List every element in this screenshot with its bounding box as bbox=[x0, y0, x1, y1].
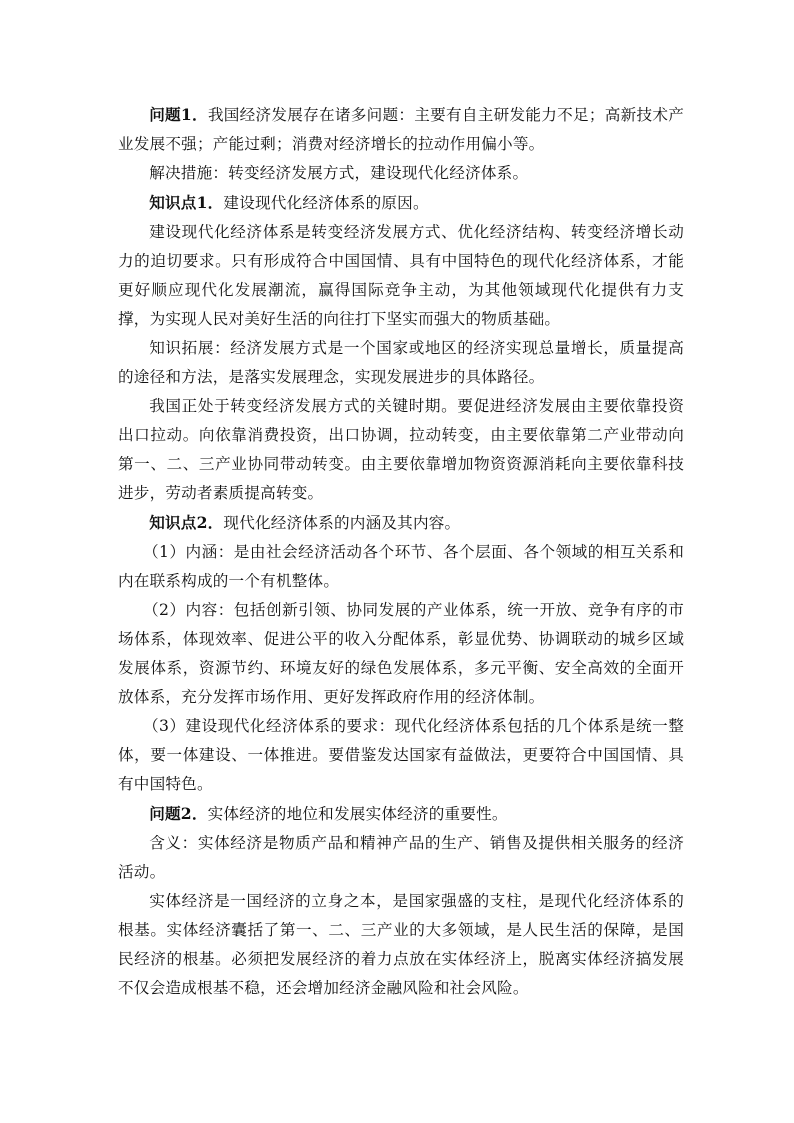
paragraph-text: 实体经济的地位和发展实体经济的重要性。 bbox=[207, 805, 508, 823]
real-economy-paragraph bbox=[118, 887, 684, 1003]
paragraph-text: 含义：实体经济是物质产品和精神产品的生产、销售及提供相关服务的经济活动。 bbox=[118, 834, 684, 881]
requirements-paragraph bbox=[118, 712, 684, 799]
knowledge-point-2-paragraph bbox=[118, 508, 684, 538]
paragraph-text: （3）建设现代化经济体系的要求：现代化经济体系包括的几个体系是统一整体，要一体建设、一体推进。要借鉴发达国家有益做法，更要符合中国国情、具有中国特色。 bbox=[118, 717, 684, 793]
solution-paragraph bbox=[118, 159, 684, 188]
document-body bbox=[118, 100, 684, 1003]
question-1-heading: 问题1． bbox=[149, 105, 208, 124]
connotation-paragraph bbox=[118, 538, 684, 596]
knowledge-point-1-heading: 知识点1． bbox=[149, 193, 224, 212]
paragraph-text: 解决措施：转变经济发展方式，建设现代化经济体系。 bbox=[149, 164, 529, 182]
question-1-paragraph bbox=[118, 100, 684, 159]
paragraph-text: 建设现代化经济体系的原因。 bbox=[223, 194, 429, 212]
paragraph-text: 现代化经济体系的内涵及其内容。 bbox=[223, 514, 461, 532]
paragraph-text: （1）内涵：是由社会经济活动各个环节、各个层面、各个领域的相互关系和内在联系构成的一个有机整体。 bbox=[118, 543, 684, 590]
content-paragraph bbox=[118, 596, 684, 712]
question-2-heading: 问题2． bbox=[149, 804, 208, 823]
paragraph-text: 我国经济发展存在诸多问题：主要有自主研发能力不足；高新技术产业发展不强；产能过剩；消费对经济增长的拉动作用偏小等。 bbox=[118, 106, 684, 153]
paragraph-text: 我国正处于转变经济发展方式的关键时期。要促进经济发展由主要依靠投资出口拉动。向依靠消费投资，出口协调，拉动转变，由主要依靠第二产业带动向第一、二、三产业协同带动转变。由主要依靠增加物资资源消耗向主要依靠科技进步，劳动者素质提高转变。 bbox=[118, 397, 684, 502]
paragraph-text: 实体经济是一国经济的立身之本，是国家强盛的支柱，是现代化经济体系的根基。实体经济囊括了第一、二、三产业的大多领域，是人民生活的保障，是国民经济的根基。必须把发展经济的着力点放在实体经济上，脱离实体经济搞发展不仅会造成根基不稳，还会增加经济金融风险和社会风险。 bbox=[118, 892, 684, 997]
paragraph-text: 知识拓展：经济发展方式是一个国家或地区的经济实现总量增长，质量提高的途径和方法，是落实发展理念，实现发展进步的具体路径。 bbox=[118, 339, 684, 386]
definition-paragraph bbox=[118, 829, 684, 887]
paragraph-text: 建设现代化经济体系是转变经济发展方式、优化经济结构、转变经济增长动力的迫切要求。只有形成符合中国国情、具有中国特色的现代化经济体系，才能更好顺应现代化发展潮流，赢得国际竞争主动，为其他领域现代化提供有力支撑，为实现人民对美好生活的向往打下坚实而强大的物质基础。 bbox=[118, 223, 684, 328]
extension-paragraph bbox=[118, 334, 684, 392]
paragraph-text: （2）内容：包括创新引领、协同发展的产业体系，统一开放、竞争有序的市场体系，体现效率、促进公平的收入分配体系，彰显优势、协调联动的城乡区域发展体系，资源节约、环境友好的绿色发展体系，多元平衡、安全高效的全面开放体系，充分发挥市场作用、更好发挥政府作用的经济体制。 bbox=[118, 601, 684, 706]
transformation-paragraph bbox=[118, 392, 684, 508]
knowledge-point-2-heading: 知识点2． bbox=[149, 513, 224, 532]
reason-paragraph bbox=[118, 218, 684, 334]
knowledge-point-1-paragraph bbox=[118, 188, 684, 218]
question-2-paragraph bbox=[118, 799, 684, 829]
